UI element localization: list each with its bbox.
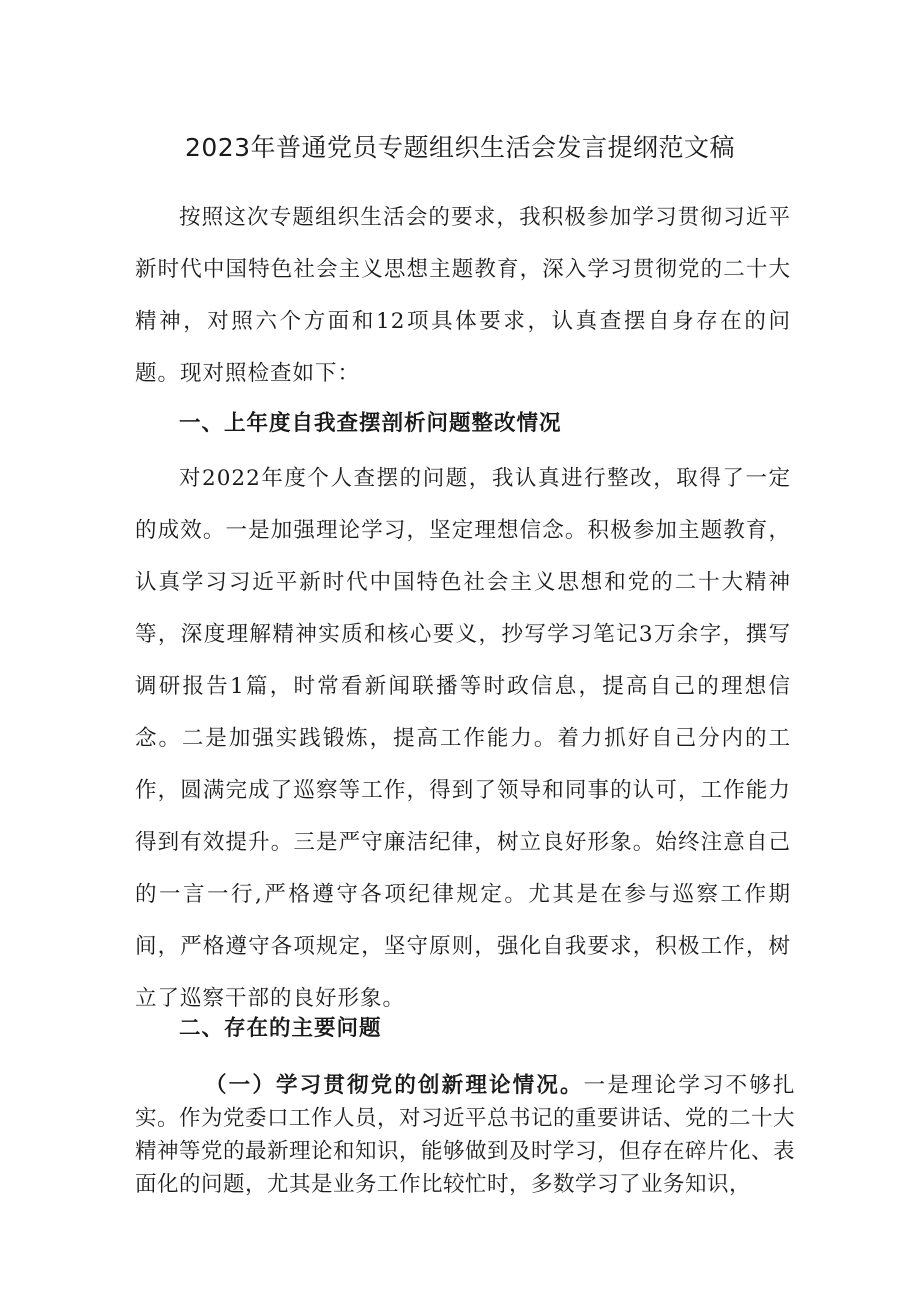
section-1-heading: 一、上年度自我查摆剖析问题整改情况: [179, 411, 562, 436]
document-title: 2023年普通党员专题组织生活会发言提纲范文稿: [184, 133, 736, 162]
section-2-heading: 二、存在的主要问题: [179, 1016, 382, 1041]
subsection-1-body: 一是理论学习不够扎实。作为党委口工作人员，对习近平总书记的重要讲话、党的二十大精神等党的最新理论和知识，能够做到及时学习，但存在碎片化、表面化的问题，尤其是业务工作比较忙时，多数学习了业务知识，: [135, 1073, 796, 1197]
section-2-subsection-1: [135, 1069, 795, 1201]
section-1-paragraph: 对2022年度个人查摆的问题，我认真进行整改，取得了一定的成效。一是加强理论学习，坚定理想信念。积极参加主题教育，认真学习习近平新时代中国特色社会主义思想和党的二十大精神等，深度理解精神实质和核心要义，抄写学习笔记3万余字，撰写调研报告1篇，时常看新闻联播等时政信息，提高自己的理想信念。二是加强实践锻炼，提高工作能力。着力抓好自己分内的工作，圆满完成了巡察等工作，得到了领导和同事的认可，工作能力得到有效提升。三是严守廉洁纪律，树立良好形象。始终注意自己的一言一行,严格遵守各项纪律规定。尤其是在参与巡察工作期间，严格遵守各项规定，坚守原则，强化自我要求，积极工作，树立了巡察干部的良好形象。: [135, 466, 791, 1011]
subsection-1-label: （一）学习贯彻党的创新理论情况。: [205, 1073, 584, 1098]
intro-paragraph: 按照这次专题组织生活会的要求，我积极参加学习贯彻习近平新时代中国特色社会主义思想主题教育，深入学习贯彻党的二十大精神，对照六个方面和12项具体要求，认真查摆自身存在的问题。现对照检查如下：: [135, 205, 791, 386]
